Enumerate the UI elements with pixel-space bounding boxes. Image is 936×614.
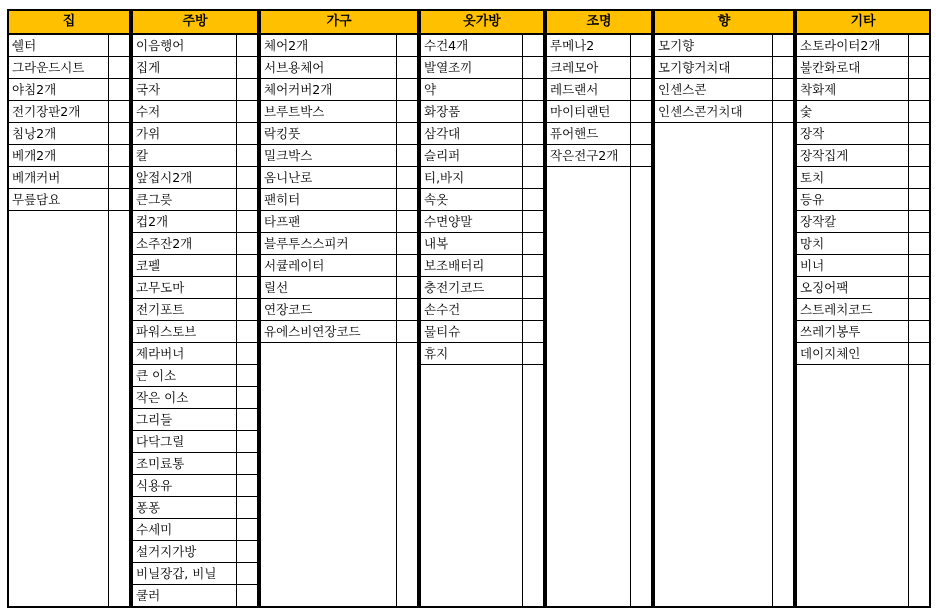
checkbox-cell[interactable] [236, 123, 257, 144]
checkbox-cell[interactable] [908, 145, 929, 166]
item-name: 장작 [800, 126, 825, 141]
item-name: 파워스토브 [136, 324, 197, 339]
item-name: 서브용체어 [264, 60, 325, 75]
list-item [421, 101, 543, 123]
item-name: 쿨러 [136, 588, 161, 603]
checkbox-cell[interactable] [908, 101, 929, 122]
checkbox-cell[interactable] [522, 167, 543, 188]
list-item [547, 145, 651, 167]
checkbox-cell[interactable] [630, 79, 651, 100]
item-name: 제라버너 [136, 346, 185, 361]
item-name: 밀크박스 [264, 148, 313, 163]
checkbox-cell[interactable] [630, 101, 651, 122]
checkbox-cell[interactable] [396, 299, 417, 320]
item-name: 충전기코드 [424, 280, 485, 295]
list-item [421, 79, 543, 101]
checkbox-cell[interactable] [908, 57, 929, 78]
checkbox-cell[interactable] [236, 431, 257, 452]
item-name: 퐁퐁 [136, 500, 161, 515]
checkbox-cell[interactable] [522, 277, 543, 298]
checkbox-cell[interactable] [236, 57, 257, 78]
item-name: 마이티랜턴 [550, 104, 611, 119]
list-item [797, 233, 929, 255]
list-item [797, 57, 929, 79]
list-item [797, 123, 929, 145]
list-item [797, 79, 929, 101]
checkbox-cell[interactable] [236, 585, 257, 606]
column-header: 가구 [261, 11, 417, 35]
checkbox-cell[interactable] [522, 211, 543, 232]
list-item [133, 35, 257, 57]
checkbox-cell[interactable] [396, 277, 417, 298]
list-item [421, 57, 543, 79]
checkbox-cell[interactable] [522, 123, 543, 144]
list-item [547, 123, 651, 145]
checkbox-cell[interactable] [236, 343, 257, 364]
checkbox-cell[interactable] [396, 167, 417, 188]
checkbox-cell[interactable] [772, 79, 793, 100]
list-item [797, 189, 929, 211]
checkbox-cell[interactable] [236, 101, 257, 122]
list-item [133, 277, 257, 299]
checkbox-cell[interactable] [396, 255, 417, 276]
checkbox-cell[interactable] [236, 563, 257, 584]
list-item [133, 57, 257, 79]
list-item [133, 431, 257, 453]
item-name: 무릎담요 [12, 192, 61, 207]
item-name: 체어커버2개 [264, 82, 333, 97]
item-name: 화장품 [424, 104, 461, 119]
list-item [261, 57, 417, 79]
item-name: 망치 [800, 236, 825, 251]
checkbox-cell[interactable] [908, 123, 929, 144]
item-name: 크레모아 [550, 60, 599, 75]
column-furniture [259, 9, 419, 608]
list-item [9, 145, 129, 167]
column-house [7, 9, 131, 608]
item-name: 전기장판2개 [12, 104, 81, 119]
list-item [261, 35, 417, 57]
list-item [133, 123, 257, 145]
list-item [655, 79, 793, 101]
checkbox-cell[interactable] [108, 123, 129, 144]
item-name: 이음행어 [136, 38, 185, 53]
item-name: 릴선 [264, 280, 289, 295]
item-name: 브루트박스 [264, 104, 325, 119]
list-item [133, 365, 257, 387]
list-item [133, 387, 257, 409]
list-item [133, 101, 257, 123]
checkbox-cell[interactable] [522, 321, 543, 342]
item-name: 칼 [136, 148, 149, 163]
column-kitchen [131, 9, 259, 608]
list-item [421, 145, 543, 167]
item-name: 그리들 [136, 412, 173, 427]
item-name: 베개커버 [12, 170, 61, 185]
list-item [133, 343, 257, 365]
list-item [133, 211, 257, 233]
list-item [133, 299, 257, 321]
column-lighting [545, 9, 653, 608]
checkbox-cell[interactable] [908, 299, 929, 320]
checkbox-cell[interactable] [236, 79, 257, 100]
item-name: 퓨어핸드 [550, 126, 599, 141]
item-name: 속옷 [424, 192, 449, 207]
column-header: 조명 [547, 11, 651, 35]
checkbox-cell[interactable] [908, 189, 929, 210]
checkbox-cell[interactable] [522, 255, 543, 276]
check-column-divider [108, 211, 109, 606]
checkbox-cell[interactable] [908, 343, 929, 364]
item-name: 연장코드 [264, 302, 313, 317]
checkbox-cell[interactable] [908, 277, 929, 298]
item-name: 숯 [800, 104, 813, 119]
item-name: 착화제 [800, 82, 837, 97]
list-item [421, 123, 543, 145]
column-incense [653, 9, 795, 608]
list-item [421, 189, 543, 211]
checkbox-cell[interactable] [630, 145, 651, 166]
checkbox-cell[interactable] [772, 57, 793, 78]
list-item [421, 255, 543, 277]
checkbox-cell[interactable] [908, 35, 929, 56]
list-item [421, 167, 543, 189]
item-name: 삼각대 [424, 126, 461, 141]
list-item [547, 57, 651, 79]
item-name: 소주잔2개 [136, 236, 193, 251]
item-name: 큰 이소 [136, 368, 177, 383]
list-item [9, 189, 129, 211]
checkbox-cell[interactable] [908, 167, 929, 188]
list-item [797, 35, 929, 57]
checkbox-cell[interactable] [396, 101, 417, 122]
checkbox-cell[interactable] [630, 35, 651, 56]
item-name: 발열조끼 [424, 60, 473, 75]
item-name: 등유 [800, 192, 825, 207]
list-item [797, 343, 929, 365]
item-name: 장작칼 [800, 214, 837, 229]
list-item [261, 123, 417, 145]
list-item [9, 57, 129, 79]
checkbox-cell[interactable] [236, 277, 257, 298]
checkbox-cell[interactable] [108, 167, 129, 188]
checkbox-cell[interactable] [908, 255, 929, 276]
item-name: 앞접시2개 [136, 170, 193, 185]
checkbox-cell[interactable] [108, 189, 129, 210]
item-name: 휴지 [424, 346, 449, 361]
checkbox-cell[interactable] [396, 189, 417, 210]
column-header: 기타 [797, 11, 929, 35]
item-name: 조미료통 [136, 456, 185, 471]
list-item [133, 453, 257, 475]
checkbox-cell[interactable] [772, 101, 793, 122]
item-name: 소토라이터2개 [800, 38, 881, 53]
list-item [261, 145, 417, 167]
checkbox-cell[interactable] [396, 211, 417, 232]
checkbox-cell[interactable] [522, 101, 543, 122]
item-name: 집게 [136, 60, 161, 75]
item-name: 블루투스스피커 [264, 236, 349, 251]
checkbox-cell[interactable] [108, 145, 129, 166]
checkbox-cell[interactable] [396, 123, 417, 144]
list-item [133, 475, 257, 497]
item-name: 팬히터 [264, 192, 301, 207]
check-column-divider [772, 123, 773, 606]
check-column-divider [396, 343, 397, 606]
list-item [261, 79, 417, 101]
checkbox-cell[interactable] [522, 35, 543, 56]
item-name: 슬리퍼 [424, 148, 461, 163]
checkbox-cell[interactable] [908, 211, 929, 232]
item-name: 타프팬 [264, 214, 301, 229]
list-item [133, 167, 257, 189]
check-column-divider [630, 167, 631, 606]
list-item [133, 255, 257, 277]
checkbox-cell[interactable] [908, 233, 929, 254]
checkbox-cell[interactable] [396, 321, 417, 342]
item-name: 쉘터 [12, 38, 37, 53]
item-name: 쓰레기봉투 [800, 324, 861, 339]
list-item [547, 79, 651, 101]
item-name: 코펠 [136, 258, 161, 273]
column-header: 향 [655, 11, 793, 35]
checkbox-cell[interactable] [236, 211, 257, 232]
checkbox-cell[interactable] [108, 101, 129, 122]
checkbox-cell[interactable] [236, 189, 257, 210]
checkbox-cell[interactable] [522, 79, 543, 100]
checkbox-cell[interactable] [396, 145, 417, 166]
checkbox-cell[interactable] [236, 365, 257, 386]
list-item [261, 321, 417, 343]
item-name: 침낭2개 [12, 126, 57, 141]
item-name: 오징어팩 [800, 280, 849, 295]
item-name: 티,바지 [424, 170, 465, 185]
item-name: 인센스콘 [658, 82, 707, 97]
list-item [797, 101, 929, 123]
checkbox-cell[interactable] [396, 35, 417, 56]
item-name: 수면양말 [424, 214, 473, 229]
list-item [9, 123, 129, 145]
checkbox-cell[interactable] [236, 475, 257, 496]
checkbox-cell[interactable] [236, 145, 257, 166]
checkbox-cell[interactable] [236, 35, 257, 56]
list-item [261, 167, 417, 189]
list-item [133, 519, 257, 541]
checkbox-cell[interactable] [522, 299, 543, 320]
item-name: 비너 [800, 258, 825, 273]
list-item [261, 211, 417, 233]
item-name: 야침2개 [12, 82, 57, 97]
item-name: 장작집게 [800, 148, 849, 163]
checkbox-cell[interactable] [630, 123, 651, 144]
list-item [133, 189, 257, 211]
list-item [797, 167, 929, 189]
item-name: 물티슈 [424, 324, 461, 339]
checkbox-cell[interactable] [236, 299, 257, 320]
checkbox-cell[interactable] [772, 35, 793, 56]
item-name: 옴니난로 [264, 170, 313, 185]
item-name: 보조배터리 [424, 258, 485, 273]
list-item [261, 101, 417, 123]
list-item [133, 145, 257, 167]
checkbox-cell[interactable] [396, 233, 417, 254]
item-name: 다닥그릴 [136, 434, 185, 449]
list-item [9, 79, 129, 101]
check-column-divider [522, 365, 523, 606]
list-item [797, 211, 929, 233]
list-item [797, 145, 929, 167]
checkbox-cell[interactable] [522, 57, 543, 78]
item-name: 서큘레이터 [264, 258, 325, 273]
checkbox-cell[interactable] [396, 57, 417, 78]
list-item [133, 585, 257, 607]
item-name: 작은 이소 [136, 390, 189, 405]
item-name: 국자 [136, 82, 161, 97]
item-name: 체어2개 [264, 38, 309, 53]
checkbox-cell[interactable] [522, 189, 543, 210]
list-item [261, 189, 417, 211]
item-name: 데이지체인 [800, 346, 861, 361]
checkbox-cell[interactable] [236, 233, 257, 254]
item-name: 비닐장갑, 비닐 [136, 566, 217, 581]
checkbox-cell[interactable] [396, 79, 417, 100]
checkbox-cell[interactable] [908, 321, 929, 342]
item-name: 컵2개 [136, 214, 169, 229]
check-column-divider [908, 365, 909, 606]
list-item [421, 277, 543, 299]
list-item [133, 497, 257, 519]
item-name: 수저 [136, 104, 161, 119]
list-item [547, 101, 651, 123]
item-name: 토치 [800, 170, 825, 185]
checkbox-cell[interactable] [108, 57, 129, 78]
item-name: 약 [424, 82, 437, 97]
item-name: 모기향 [658, 38, 695, 53]
item-name: 고무도마 [136, 280, 185, 295]
item-name: 작은전구2개 [550, 148, 619, 163]
checkbox-cell[interactable] [630, 57, 651, 78]
list-item [133, 409, 257, 431]
list-item [547, 35, 651, 57]
item-name: 불칸화로대 [800, 60, 861, 75]
item-name: 유에스비연장코드 [264, 324, 361, 339]
item-name: 식용유 [136, 478, 173, 493]
list-item [261, 233, 417, 255]
list-item [133, 321, 257, 343]
column-misc [795, 9, 931, 608]
list-item [261, 299, 417, 321]
item-name: 수건4개 [424, 38, 469, 53]
column-header: 옷가방 [421, 11, 543, 35]
checkbox-cell[interactable] [236, 453, 257, 474]
checkbox-cell[interactable] [236, 541, 257, 562]
item-name: 그라운드시트 [12, 60, 85, 75]
checkbox-cell[interactable] [236, 497, 257, 518]
checkbox-cell[interactable] [108, 79, 129, 100]
list-item [421, 321, 543, 343]
list-item [9, 35, 129, 57]
list-item [133, 541, 257, 563]
list-item [655, 101, 793, 123]
list-item [261, 277, 417, 299]
checkbox-cell[interactable] [522, 343, 543, 364]
list-item [797, 255, 929, 277]
item-name: 수세미 [136, 522, 173, 537]
checkbox-cell[interactable] [236, 409, 257, 430]
list-item [655, 57, 793, 79]
list-item [421, 299, 543, 321]
list-item [261, 255, 417, 277]
item-name: 손수건 [424, 302, 461, 317]
checkbox-cell[interactable] [522, 233, 543, 254]
column-header: 집 [9, 11, 129, 35]
checkbox-cell[interactable] [108, 35, 129, 56]
item-name: 베개2개 [12, 148, 57, 163]
checkbox-cell[interactable] [236, 255, 257, 276]
list-item [421, 35, 543, 57]
list-item [133, 563, 257, 585]
checkbox-cell[interactable] [522, 145, 543, 166]
item-name: 전기포트 [136, 302, 185, 317]
list-item [797, 299, 929, 321]
checkbox-cell[interactable] [236, 167, 257, 188]
list-item [655, 35, 793, 57]
list-item [797, 277, 929, 299]
item-name: 가위 [136, 126, 161, 141]
list-item [133, 233, 257, 255]
checkbox-cell[interactable] [236, 387, 257, 408]
item-name: 모기향거치대 [658, 60, 731, 75]
item-name: 큰그릇 [136, 192, 173, 207]
item-name: 루메나2 [550, 38, 595, 53]
item-name: 설거지가방 [136, 544, 197, 559]
item-name: 내복 [424, 236, 449, 251]
item-name: 스트레치코드 [800, 302, 873, 317]
list-item [421, 343, 543, 365]
column-clothes-bag [419, 9, 545, 608]
list-item [421, 211, 543, 233]
column-header: 주방 [133, 11, 257, 35]
item-name: 락킹풋 [264, 126, 301, 141]
item-name: 인센스콘거치대 [658, 104, 743, 119]
list-item [797, 321, 929, 343]
checkbox-cell[interactable] [236, 321, 257, 342]
list-item [133, 79, 257, 101]
list-item [421, 233, 543, 255]
checkbox-cell[interactable] [908, 79, 929, 100]
list-item [9, 167, 129, 189]
item-name: 레드랜서 [550, 82, 599, 97]
checkbox-cell[interactable] [236, 519, 257, 540]
list-item [9, 101, 129, 123]
